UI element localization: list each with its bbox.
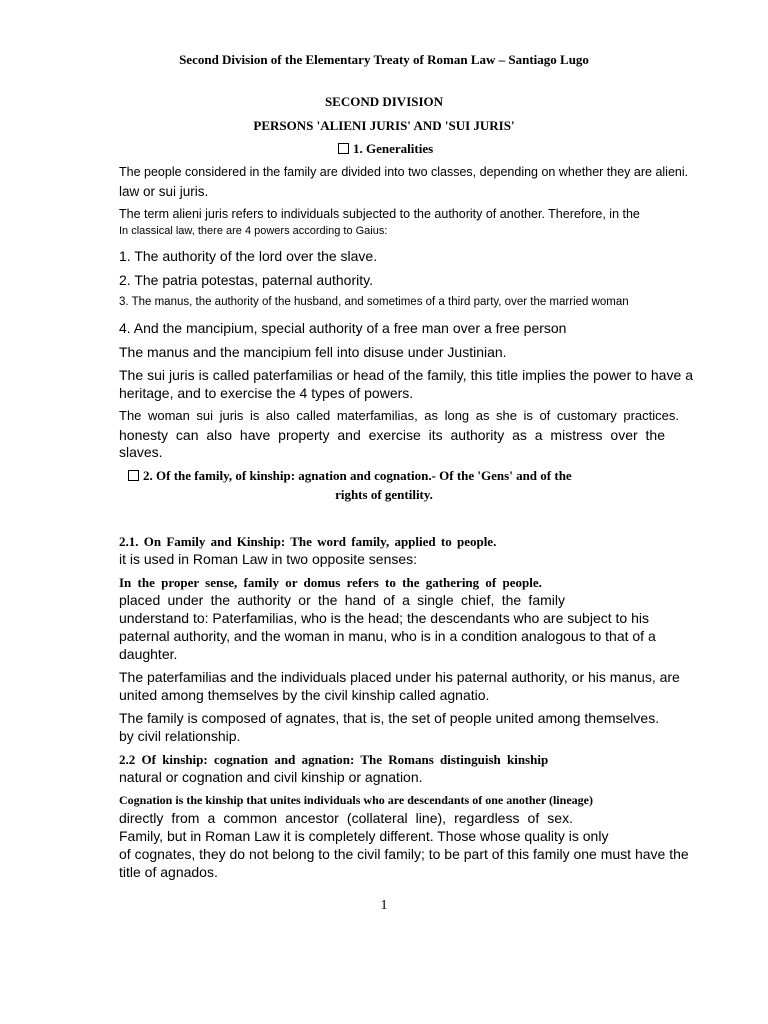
section-symbol-icon: [338, 143, 349, 154]
section1-heading-text: 1. Generalities: [353, 141, 434, 156]
paragraph-lead: In the proper sense, family or domus refers to the gathering of people.: [119, 575, 542, 590]
list-item: 4. And the mancipium, special authority of a free man over a free person: [119, 320, 567, 336]
paragraph-line: The family is composed of agnates, that is, the set of people united among themselves.: [119, 710, 660, 726]
list-item: 2. The patria potestas, paternal authority.: [119, 272, 373, 288]
paragraph-line: directly from a common ancestor (collateral line), regardless of sex.: [119, 810, 573, 826]
paragraph-line: In classical law, there are 4 powers according to Gaius:: [119, 225, 388, 237]
paragraph-line: daughter.: [119, 646, 178, 662]
paragraph-line: natural or cognation and civil kinship or agnation.: [119, 769, 423, 785]
page-number: 1: [380, 898, 388, 913]
division-heading: SECOND DIVISION: [324, 94, 444, 109]
section-symbol-icon: [128, 470, 139, 481]
paragraph-line: The sui juris is called paterfamilias or head of the family, this title implies the power to have a: [119, 367, 693, 383]
paragraph-line: The people considered in the family are divided into two classes, depending on whether they are alieni.: [119, 165, 689, 179]
paragraph-line: of cognates, they do not belong to the civil family; to be part of this family one must have the: [119, 846, 689, 862]
paragraph-lead: Cognation is the kinship that unites individuals who are descendants of one another (lineage): [119, 793, 593, 807]
subsection-heading: 2.2 Of kinship: cognation and agnation: The Romans distinguish kinship: [119, 752, 549, 767]
paragraph-line: united among themselves by the civil kinship called agnatio.: [119, 687, 490, 703]
section2-heading-line2: rights of gentility.: [335, 487, 433, 502]
division-subheading: PERSONS 'ALIENI JURIS' AND 'SUI JURIS': [253, 118, 515, 133]
paragraph-line: slaves.: [119, 444, 163, 460]
paragraph-line: understand to: Paterfamilias, who is the head; the descendants who are subject to his: [119, 610, 649, 626]
paragraph-line: paternal authority, and the woman in manu, who is in a condition analogous to that of a: [119, 628, 656, 644]
paragraph-line: placed under the authority or the hand of a single chief, the family: [119, 592, 565, 608]
paragraph-line: law or sui juris.: [119, 184, 209, 199]
section2-heading-text: 2. Of the family, of kinship: agnation and cognation.- Of the 'Gens' and of the: [143, 468, 572, 483]
paragraph-line: The term alieni juris refers to individuals subjected to the authority of another. Therefore, in the: [119, 207, 640, 221]
section1-heading: [338, 141, 433, 157]
paragraph-line: The paterfamilias and the individuals placed under his paternal authority, or his manus, are: [119, 669, 680, 685]
paragraph-line: title of agnados.: [119, 864, 218, 880]
list-item: 1. The authority of the lord over the slave.: [119, 248, 378, 264]
paragraph-line: it is used in Roman Law in two opposite senses:: [119, 551, 418, 567]
paragraph-line: The manus and the mancipium fell into disuse under Justinian.: [119, 344, 507, 360]
paragraph-line: honesty can also have property and exercise its authority as a mistress over the: [119, 427, 665, 443]
document-title: Second Division of the Elementary Treaty of Roman Law – Santiago Lugo: [179, 52, 589, 67]
subsection-heading: 2.1. On Family and Kinship: The word family, applied to people.: [119, 534, 497, 549]
paragraph-line: by civil relationship.: [119, 728, 241, 744]
paragraph-line: heritage, and to exercise the 4 types of powers.: [119, 385, 414, 401]
paragraph-line: The woman sui juris is also called materfamilias, as long as she is of customary practices.: [119, 408, 679, 423]
section2-heading: [128, 468, 572, 484]
list-item: 3. The manus, the authority of the husband, and sometimes of a third party, over the married woman: [119, 296, 629, 308]
paragraph-line: Family, but in Roman Law it is completely different. Those whose quality is only: [119, 828, 609, 844]
